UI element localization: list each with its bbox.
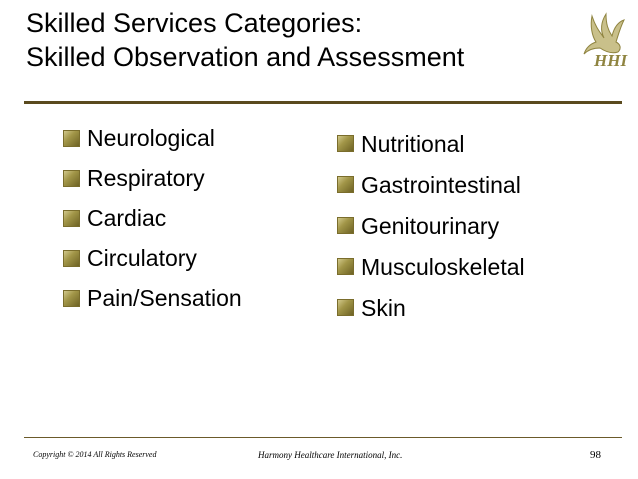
square-bullet-icon (63, 170, 80, 187)
list-item-label: Nutritional (361, 130, 465, 157)
dove-icon (570, 8, 632, 78)
list-item (63, 118, 242, 158)
list-item (337, 164, 525, 205)
logo-text: HHI (594, 51, 628, 70)
square-bullet-icon (63, 210, 80, 227)
list-item-label: Skin (361, 294, 406, 321)
list-item-label: Circulatory (87, 245, 197, 271)
square-bullet-icon (63, 290, 80, 307)
slide-title (26, 6, 464, 74)
title-divider (24, 101, 622, 104)
list-item-label: Musculoskeletal (361, 253, 525, 280)
list-item (337, 123, 525, 164)
hhi-logo (570, 8, 632, 78)
right-bullet-list (337, 123, 525, 328)
list-item-label: Neurological (87, 125, 215, 151)
list-item-label: Respiratory (87, 165, 205, 191)
list-item (63, 198, 242, 238)
list-item (337, 205, 525, 246)
square-bullet-icon (337, 299, 354, 316)
square-bullet-icon (63, 250, 80, 267)
list-item (63, 238, 242, 278)
square-bullet-icon (337, 135, 354, 152)
list-item-label: Cardiac (87, 205, 167, 231)
list-item (337, 287, 525, 328)
title-line-1: Skilled Services Categories: (26, 8, 363, 38)
footer-divider (24, 437, 622, 438)
square-bullet-icon (337, 217, 354, 234)
list-item (63, 158, 242, 198)
square-bullet-icon (337, 176, 354, 193)
left-bullet-list (63, 118, 242, 318)
list-item-label: Genitourinary (361, 212, 500, 239)
page-number: 98 (590, 449, 601, 461)
square-bullet-icon (337, 258, 354, 275)
list-item (63, 278, 242, 318)
title-line-2: Skilled Observation and Assessment (26, 42, 465, 72)
company-name: Harmony Healthcare International, Inc. (258, 450, 403, 460)
square-bullet-icon (63, 130, 80, 147)
copyright-text: Copyright © 2014 All Rights Reserved (33, 450, 157, 459)
list-item-label: Gastrointestinal (361, 171, 521, 198)
list-item-label: Pain/Sensation (87, 285, 242, 311)
list-item (337, 246, 525, 287)
